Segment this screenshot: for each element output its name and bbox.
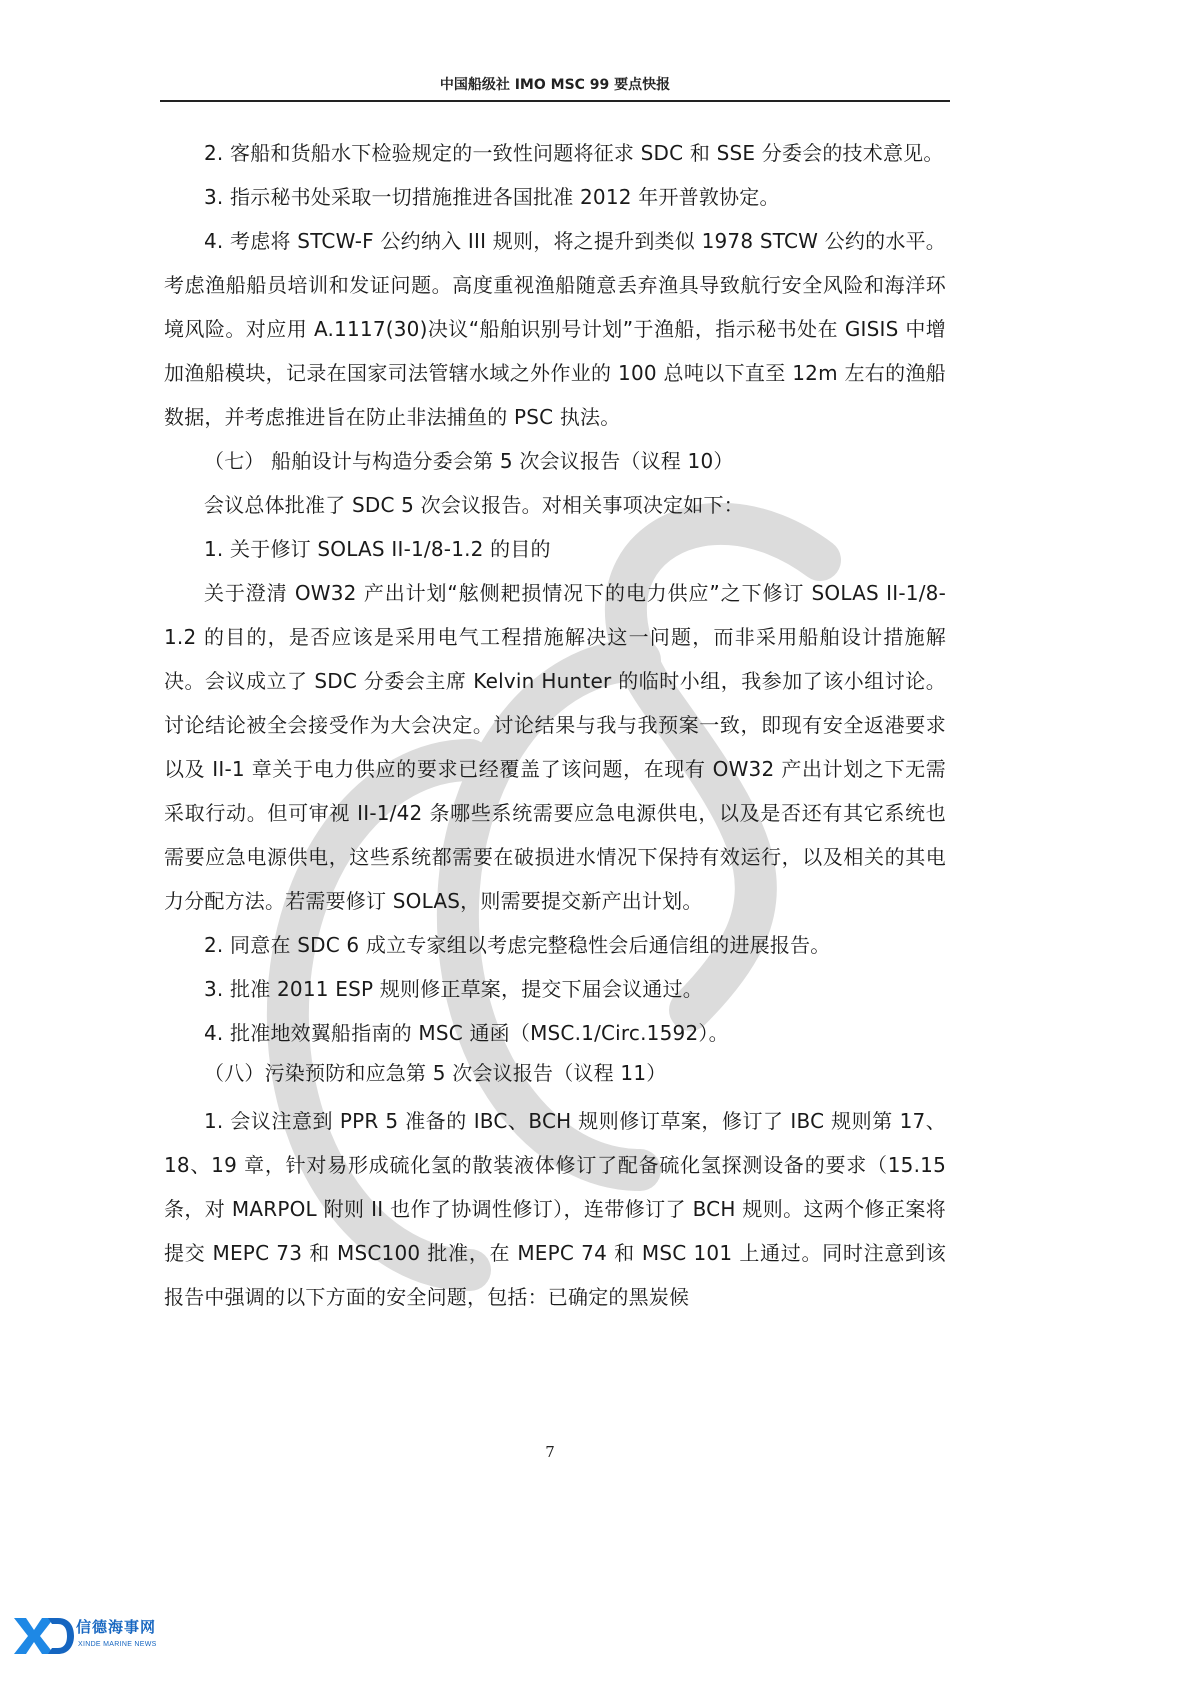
paragraph: 3. 批准 2011 ESP 规则修正草案，提交下届会议通过。	[204, 977, 704, 1001]
brand-name: 信德海事网	[76, 1618, 157, 1636]
brand-footer[interactable]	[12, 1612, 212, 1672]
page-number: 7	[545, 1443, 555, 1461]
paragraph: 会议总体批准了 SDC 5 次会议报告。对相关事项决定如下：	[204, 493, 744, 517]
paragraph: 2. 同意在 SDC 6 成立专家组以考虑完整稳性会后通信组的进展报告。	[204, 933, 831, 957]
paragraph: 4. 考虑将 STCW-F 公约纳入 III 规则，将之提升到类似 1978 STCW 公约的水平。考虑渔船船员培训和发证问题。高度重视渔船随意丢弃渔具导致航行安全风险和海洋环境风险。对应用 A.1117(30)决议“船舶识别号计划”于渔船，指示秘书处在 GISIS 中增加渔船模块，记录在国家司法管辖水域之外作业的 100 总吨以下直至 12m 左右的渔船数据，并考虑推进旨在防止非法捕鱼的 PSC 执法。	[164, 229, 946, 429]
section-heading: （七） 船舶设计与构造分委会第 5 次会议报告（议程 10）	[204, 449, 734, 473]
paragraph: 1. 会议注意到 PPR 5 准备的 IBC、BCH 规则修订草案，修订了 IBC 规则第 17、18、19 章，针对易形成硫化氢的散装液体修订了配备硫化氢探测设备的要求（15.15 条，对 MARPOL 附则 II 也作了协调性修订），连带修订了 BCH 规则。这两个修正案将提交 MEPC 73 和 MSC100 批准，在 MEPC 74 和 MSC 101 上通过。同时注意到该报告中强调的以下方面的安全问题，包括：已确定的黑炭候	[164, 1109, 946, 1309]
brand-subtitle: XINDE MARINE NEWS	[78, 1641, 157, 1648]
paragraph: 1. 关于修订 SOLAS II-1/8-1.2 的目的	[204, 537, 551, 561]
paragraph: 4. 批准地效翼船指南的 MSC 通函（MSC.1/Circ.1592）。	[204, 1021, 729, 1045]
paragraph: 关于澄清 OW32 产出计划“舷侧耙损情况下的电力供应”之下修订 SOLAS II-1/8-1.2 的目的，是否应该是采用电气工程措施解决这一问题，而非采用船舶设计措施解决。会议成立了 SDC 分委会主席 Kelvin Hunter 的临时小组，我参加了该小组讨论。讨论结论被全会接受作为大会决定。讨论结果与我与我预案一致，即现有安全返港要求以及 II-1 章关于电力供应的要求已经覆盖了该问题，在现有 OW32 产出计划之下无需采取行动。但可审视 II-1/42 条哪些系统需要应急电源供电，以及是否还有其它系统也需要应急电源供电，这些系统都需要在破损进水情况下保持有效运行，以及相关的其电力分配方法。若需要修订 SOLAS，则需要提交新产出计划。	[164, 581, 946, 913]
header-title: 中国船级社 IMO MSC 99 要点快报	[439, 77, 671, 93]
paragraph: 2. 客船和货船水下检验规定的一致性问题将征求 SDC 和 SSE 分委会的技术意见。	[204, 141, 944, 165]
section-heading: （八）污染预防和应急第 5 次会议报告（议程 11）	[204, 1061, 667, 1085]
xd-logo-icon	[12, 1614, 74, 1658]
document-body	[164, 131, 946, 1319]
page-header	[160, 72, 950, 102]
paragraph: 3. 指示秘书处采取一切措施推进各国批准 2012 年开普敦协定。	[204, 185, 780, 209]
